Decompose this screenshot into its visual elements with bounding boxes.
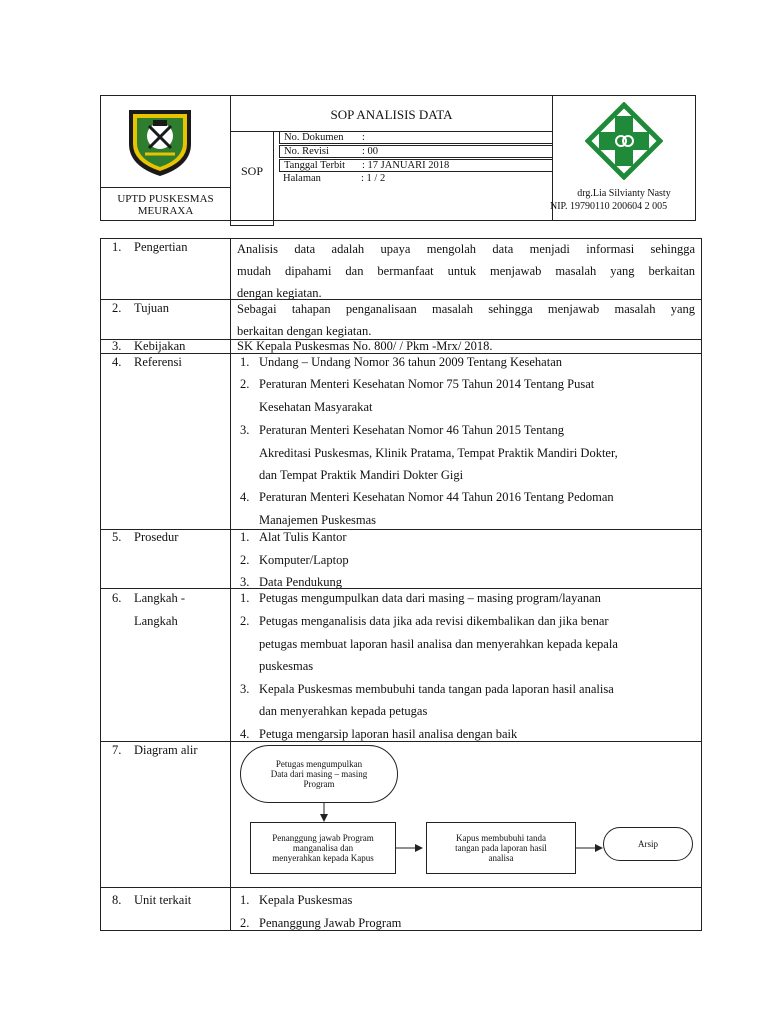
section-number: 7. <box>112 743 122 757</box>
flow-text: tangan pada laporan hasil <box>455 843 547 853</box>
section-title: Prosedur <box>134 530 179 544</box>
section-title: Referensi <box>134 355 182 369</box>
document-title: SOP ANALISIS DATA <box>330 107 453 122</box>
meta-key: Halaman <box>283 173 321 184</box>
section-title: Tujuan <box>134 301 169 315</box>
section-number: 5. <box>112 530 122 544</box>
list-text: Komputer/Laptop <box>259 553 349 567</box>
list-text: Undang – Undang Nomor 36 tahun 2009 Tentang Kesehatan <box>259 355 562 369</box>
meta-key: Tanggal Terbit <box>284 160 346 171</box>
list-item <box>240 893 352 908</box>
flow-text: Program <box>303 779 335 789</box>
section-number: 1. <box>112 240 122 254</box>
meta-row-no-dokumen <box>279 131 553 144</box>
flow-text: Penanggung jawab Program <box>272 833 374 843</box>
meta-value: : 17 JANUARI 2018 <box>362 160 450 171</box>
list-text-cont: Manajemen Puskesmas <box>259 513 376 527</box>
meta-value: : 00 <box>362 146 379 157</box>
list-number: 2. <box>240 553 250 567</box>
list-item <box>240 916 401 931</box>
list-text: Petugas mengumpulkan data dari masing – masing program/layanan <box>259 591 601 605</box>
flow-start-terminator <box>240 745 398 803</box>
list-text-cont: petugas membuat laporan hasil analisa dan menyerahkan kepada kepala <box>259 637 618 651</box>
flow-process-analisa <box>250 822 396 874</box>
list-text-cont: Akreditasi Puskesmas, Klinik Pratama, Tempat Praktik Mandiri Dokter, <box>259 446 618 460</box>
body-line: Sebagai tahapan penganalisaan masalah sehingga menjawab masalah yang <box>237 302 695 316</box>
section-number: 8. <box>112 893 122 907</box>
flow-process-tanda-tangan <box>426 822 576 874</box>
section-title: Diagram alir <box>134 743 198 757</box>
list-number: 2. <box>240 377 250 391</box>
list-item <box>240 377 594 392</box>
section-number: 3. <box>112 339 122 353</box>
list-text-cont: Kesehatan Masyarakat <box>259 400 373 414</box>
list-item <box>240 575 342 590</box>
meta-row-no-revisi <box>279 145 553 158</box>
list-number: 3. <box>240 575 250 589</box>
section-number: 6. <box>112 591 122 605</box>
meta-value: : <box>362 132 365 143</box>
list-item <box>240 682 614 697</box>
flow-end-terminator <box>603 827 693 861</box>
list-number: 4. <box>240 490 250 504</box>
list-number: 3. <box>240 423 250 437</box>
flow-text: analisa <box>488 853 514 863</box>
list-item <box>240 530 347 545</box>
body-line: berkaitan dengan kegiatan. <box>237 324 372 338</box>
flow-text: Petugas mengumpulkan <box>275 759 363 769</box>
meta-value: : 1 / 2 <box>361 173 386 184</box>
body-line: mudah dipahami dan bermanfaat untuk menjawab masalah yang berkaitan <box>237 264 695 278</box>
list-text: Petugas menganalisis data jika ada revisi dikembalikan dan jika benar <box>259 614 609 628</box>
flow-text: Data dari masing – masing <box>270 769 368 779</box>
list-number: 1. <box>240 355 250 369</box>
puskesmas-green-cross-logo <box>585 102 663 180</box>
list-text: Petuga mengarsip laporan hasil analisa dengan baik <box>259 727 518 741</box>
section-title: Langkah - <box>134 591 186 605</box>
list-text-cont: dan menyerahkan kepada petugas <box>259 704 428 718</box>
list-text: Peraturan Menteri Kesehatan Nomor 46 Tahun 2015 Tentang <box>259 423 564 437</box>
body-line: Analisis data adalah upaya mengolah data menjadi informasi sehingga <box>237 242 695 256</box>
list-item <box>240 591 601 606</box>
meta-row-tanggal-terbit <box>279 159 553 172</box>
list-item <box>240 553 349 568</box>
list-number: 2. <box>240 614 250 628</box>
body-line: dengan kegiatan. <box>237 286 322 300</box>
org-name-line2: MEURAXA <box>137 205 194 217</box>
list-text: Kepala Puskesmas <box>259 893 353 907</box>
section-title: Unit terkait <box>134 893 192 907</box>
sop-label: SOP <box>240 164 263 178</box>
list-item <box>240 355 562 370</box>
signer-name: drg.Lia Silvianty Nasty <box>577 188 671 199</box>
list-text: Kepala Puskesmas membubuhi tanda tangan pada laporan hasil analisa <box>259 682 614 696</box>
org-name-line1: UPTD PUSKESMAS <box>117 193 214 205</box>
aceh-crest-logo <box>123 104 197 178</box>
section-title-cont: Langkah <box>134 614 178 628</box>
signer-nip: NIP. 19790110 200604 2 005 <box>550 201 668 212</box>
list-text-cont: dan Tempat Praktik Mandiri Dokter Gigi <box>259 468 464 482</box>
list-text-cont: puskesmas <box>259 659 314 673</box>
section-number: 4. <box>112 355 122 369</box>
list-number: 2. <box>240 916 250 930</box>
body-line: SK Kepala Puskesmas No. 800/ / Pkm -Mrx/ 2018. <box>237 339 493 353</box>
flow-text: Kapus membubuhi tanda <box>456 833 546 843</box>
list-item <box>240 727 517 742</box>
flow-text: Arsip <box>638 839 658 849</box>
meta-key: No. Revisi <box>284 146 329 157</box>
list-number: 3. <box>240 682 250 696</box>
list-number: 1. <box>240 530 250 544</box>
list-item <box>240 423 564 438</box>
list-text: Peraturan Menteri Kesehatan Nomor 44 Tahun 2016 Tentang Pedoman <box>259 490 614 504</box>
meta-key: No. Dokumen <box>284 132 344 143</box>
list-number: 1. <box>240 591 250 605</box>
list-text: Data Pendukung <box>259 575 342 589</box>
list-number: 4. <box>240 727 250 741</box>
list-text: Peraturan Menteri Kesehatan Nomor 75 Tahun 2014 Tentang Pusat <box>259 377 595 391</box>
section-number: 2. <box>112 301 122 315</box>
flow-text: menyerahkan kepada Kapus <box>272 853 374 863</box>
section-title: Pengertian <box>134 240 188 254</box>
list-item <box>240 490 614 505</box>
flow-text: manganalisa dan <box>292 843 354 853</box>
meta-row-halaman <box>279 173 553 186</box>
list-text: Penanggung Jawab Program <box>259 916 402 930</box>
section-title: Kebijakan <box>134 339 186 353</box>
list-item <box>240 614 695 629</box>
list-text: Alat Tulis Kantor <box>259 530 347 544</box>
list-number: 1. <box>240 893 250 907</box>
